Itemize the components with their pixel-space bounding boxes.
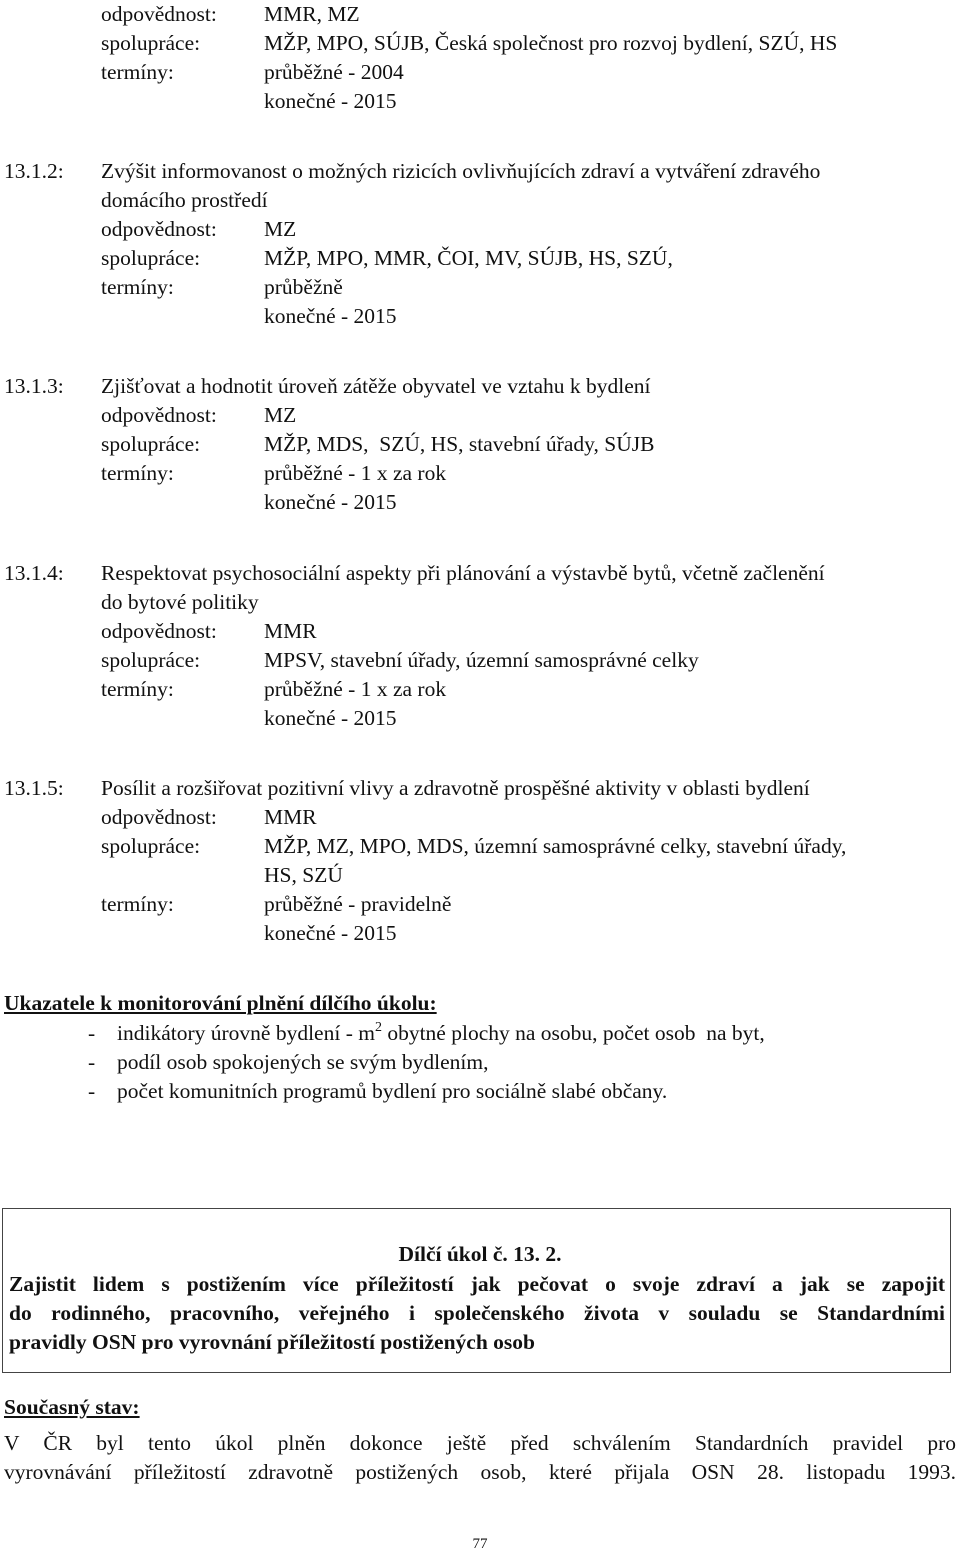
value-konecne: konečné - 2015 <box>264 706 397 730</box>
value-terminy: průběžné - pravidelně <box>264 892 452 916</box>
subtask-line-1: Zajistit lidem s postižením více příležitostí jak pečovat o svoje zdraví a jak se zapojit <box>9 1272 945 1296</box>
value-spoluprace: MŽP, MPO, SÚJB, Česká společnost pro rozvoj bydlení, SZÚ, HS <box>264 31 838 55</box>
label-spoluprace: spolupráce: <box>101 834 201 858</box>
bullet-dash: - <box>88 1050 96 1074</box>
task-title: Zvýšit informovanost o možných rizicích ovlivňujících zdraví a vytváření zdravého <box>101 159 821 183</box>
value-konecne: konečné - 2015 <box>264 490 397 514</box>
value-odpovednost: MZ <box>264 403 297 427</box>
label-odpovednost: odpovědnost: <box>101 217 217 241</box>
label-spoluprace: spolupráce: <box>101 246 201 270</box>
value-terminy: průběžné - 1 x za rok <box>264 461 447 485</box>
value-konecne: konečné - 2015 <box>264 89 397 113</box>
indicator-item-1-text: indikátory úrovně bydlení - m <box>117 1021 375 1045</box>
value-konecne: konečné - 2015 <box>264 921 397 945</box>
value-spoluprace: MŽP, MPO, MMR, ČOI, MV, SÚJB, HS, SZÚ, <box>264 246 673 270</box>
task-number: 13.1.3: <box>4 374 64 398</box>
bullet-dash: - <box>88 1021 96 1045</box>
page-number: 77 <box>472 1536 488 1552</box>
label-terminy: termíny: <box>101 275 174 299</box>
label-spoluprace: spolupráce: <box>101 648 201 672</box>
value-spoluprace-cont: HS, SZÚ <box>264 863 343 887</box>
current-state-line-1: V ČR byl tento úkol plněn dokonce ještě před schválením Standardních pravidel pro <box>4 1431 956 1455</box>
task-title-cont: domácího prostředí <box>101 188 268 212</box>
label-terminy: termíny: <box>101 461 174 485</box>
value-terminy: průběžně <box>264 275 343 299</box>
indicators-heading: Ukazatele k monitorování plnění dílčího úkolu: <box>4 991 437 1015</box>
task-title: Respektovat psychosociální aspekty při plánování a výstavbě bytů, včetně začlenění <box>101 561 825 585</box>
subtask-title: Dílčí úkol č. 13. 2. <box>398 1242 562 1266</box>
subtask-line-2: do rodinného, pracovního, veřejného i společenského života v souladu se Standardními <box>9 1301 945 1325</box>
task-title: Zjišťovat a hodnotit úroveň zátěže obyvatel ve vztahu k bydlení <box>101 374 651 398</box>
label-spoluprace: spolupráce: <box>101 432 201 456</box>
value-odpovednost: MMR <box>264 805 317 829</box>
indicator-item-3: počet komunitních programů bydlení pro sociálně slabé občany. <box>117 1079 668 1103</box>
task-number: 13.1.4: <box>4 561 64 585</box>
indicator-item-1-rest: obytné plochy na osobu, počet osob na byt, <box>381 1021 765 1045</box>
value-odpovednost: MZ <box>264 217 297 241</box>
subtask-line-3: pravidly OSN pro vyrovnání příležitostí postižených osob <box>9 1330 536 1354</box>
task-number: 13.1.2: <box>4 159 64 183</box>
value-odpovednost: MMR, MZ <box>264 2 360 26</box>
task-title-cont: do bytové politiky <box>101 590 259 614</box>
value-spoluprace: MŽP, MDS, SZÚ, HS, stavební úřady, SÚJB <box>264 432 655 456</box>
value-spoluprace: MŽP, MZ, MPO, MDS, územní samosprávné celky, stavební úřady, <box>264 834 847 858</box>
value-terminy: průběžné - 1 x za rok <box>264 677 447 701</box>
label-spoluprace: spolupráce: <box>101 31 201 55</box>
bullet-dash: - <box>88 1079 96 1103</box>
value-spoluprace: MPSV, stavební úřady, územní samosprávné celky <box>264 648 699 672</box>
label-odpovednost: odpovědnost: <box>101 2 217 26</box>
label-terminy: termíny: <box>101 677 174 701</box>
label-terminy: termíny: <box>101 60 174 84</box>
value-terminy: průběžné - 2004 <box>264 60 404 84</box>
current-state-heading: Současný stav: <box>4 1395 140 1419</box>
indicator-item-2: podíl osob spokojených se svým bydlením, <box>117 1050 489 1074</box>
label-terminy: termíny: <box>101 892 174 916</box>
label-odpovednost: odpovědnost: <box>101 619 217 643</box>
superscript-2: 2 <box>374 1020 382 1035</box>
value-konecne: konečné - 2015 <box>264 304 397 328</box>
task-title: Posílit a rozšiřovat pozitivní vlivy a zdravotně prospěšné aktivity v oblasti bydlení <box>101 776 810 800</box>
label-odpovednost: odpovědnost: <box>101 805 217 829</box>
task-number: 13.1.5: <box>4 776 64 800</box>
current-state-line-2: vyrovnávání příležitostí zdravotně postižených osob, které přijala OSN 28. listopadu 1993. <box>4 1460 956 1484</box>
indicator-item-1 <box>117 1020 765 1045</box>
label-odpovednost: odpovědnost: <box>101 403 217 427</box>
value-odpovednost: MMR <box>264 619 317 643</box>
